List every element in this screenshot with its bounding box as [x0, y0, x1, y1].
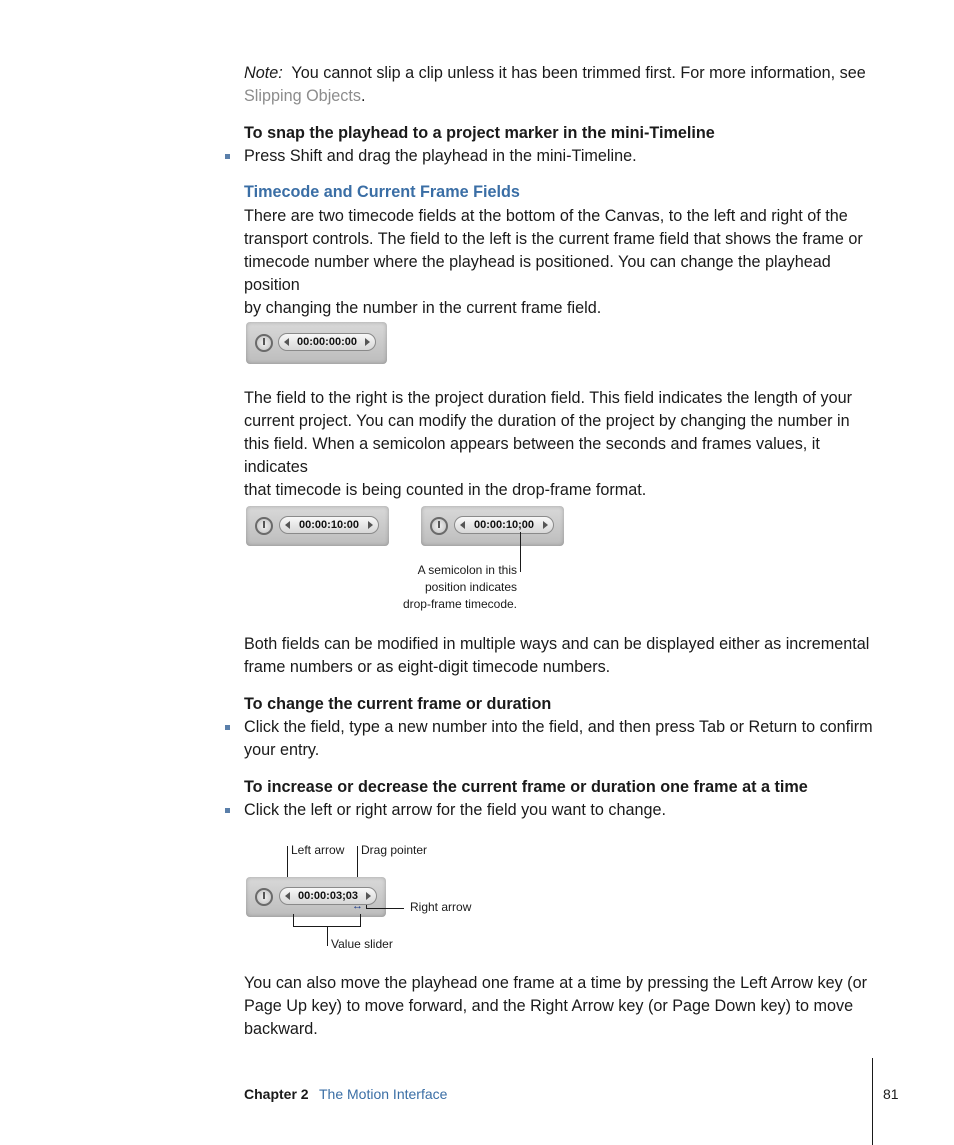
current-frame-field[interactable]: [278, 333, 376, 351]
bullet-line: your entry.: [244, 741, 320, 759]
paragraph-line: Page Up key) to move forward, and the Right Arrow key (or Page Down key) to move: [244, 997, 854, 1015]
current-frame-figure: [246, 322, 387, 364]
semicolon-caption: [380, 562, 517, 613]
left-arrow-icon[interactable]: [285, 892, 290, 900]
bullet-line: Click the field, type a new number into the field, and then press Tab or Return to confirm: [244, 718, 873, 736]
paragraph-line: this field. When a semicolon appears between the seconds and frames values, it indicates: [244, 435, 820, 476]
left-arrow-label: Left arrow: [291, 843, 345, 857]
increase-bullet-text: Click the left or right arrow for the field you want to change.: [244, 801, 666, 819]
duration-icon: [430, 517, 448, 535]
playhead-icon: [255, 334, 273, 352]
paragraph-line: transport controls. The field to the left is the current frame field that shows the frame or: [244, 230, 863, 248]
paragraph-line: Both fields can be modified in multiple ways and can be displayed either as incremental: [244, 635, 870, 653]
page-number: 81: [883, 1086, 899, 1102]
value-slider-bracket-left: [293, 914, 294, 926]
value-slider-bracket-right: [360, 914, 361, 926]
paragraph-line: The field to the right is the project duration field. This field indicates the length of your: [244, 389, 852, 407]
snap-bullet-text: Press Shift and drag the playhead in the mini-Timeline.: [244, 147, 637, 165]
duration-field-dropframe[interactable]: [454, 516, 554, 534]
drag-pointer-label: Drag pointer: [361, 843, 428, 857]
arrows-figure: [246, 877, 386, 917]
snap-heading: To snap the playhead to a project marker in the mini-Timeline: [244, 124, 715, 142]
footer-chapter-title[interactable]: The Motion Interface: [319, 1086, 448, 1102]
duration-field[interactable]: [279, 516, 379, 534]
change-bullet-text: [244, 716, 884, 762]
footer-divider: [872, 1058, 873, 1145]
duration-value: 00:00:10:00: [299, 519, 359, 531]
bullet-marker: [225, 808, 230, 813]
duration-figure-dropframe: [421, 506, 564, 546]
paragraph-line: timecode number where the playhead is positioned. You can change the playhead position: [244, 253, 831, 294]
final-paragraph: [244, 972, 884, 1041]
left-arrow-icon[interactable]: [460, 521, 465, 529]
current-frame-value: 00:00:00:00: [297, 336, 357, 348]
section-paragraph-1: [244, 205, 884, 320]
drag-pointer-icon: ↔: [352, 900, 363, 912]
duration-value-dropframe: 00:00:10;00: [474, 519, 534, 531]
playhead-icon: [255, 888, 273, 906]
right-arrow-icon[interactable]: [366, 892, 371, 900]
left-arrow-icon[interactable]: [284, 338, 289, 346]
caption-line: position indicates: [424, 580, 517, 594]
section-heading: Timecode and Current Frame Fields: [244, 183, 520, 201]
paragraph-line: backward.: [244, 1020, 318, 1038]
duration-icon: [255, 517, 273, 535]
slipping-objects-link[interactable]: Slipping Objects: [244, 87, 361, 105]
caption-line: A semicolon in this: [417, 563, 517, 577]
duration-figure-nondrop: [246, 506, 389, 546]
paragraph-line: current project. You can modify the duration of the project by changing the number in: [244, 412, 850, 430]
left-arrow-icon[interactable]: [285, 521, 290, 529]
paragraph-line: frame numbers or as eight-digit timecode numbers.: [244, 658, 611, 676]
bullet-marker: [225, 725, 230, 730]
value-slider-label: Value slider: [331, 937, 393, 951]
callout-line: [520, 532, 521, 572]
note-end: .: [360, 87, 366, 105]
caption-line: drop-frame timecode.: [402, 597, 517, 611]
section-paragraph-3: [244, 633, 884, 679]
paragraph-line: There are two timecode fields at the bottom of the Canvas, to the left and right of the: [244, 207, 848, 225]
change-heading: To change the current frame or duration: [244, 695, 552, 713]
right-arrow-callout: [366, 908, 404, 909]
value-slider-callout: [327, 926, 328, 946]
paragraph-line: that timecode is being counted in the drop-frame format.: [244, 481, 647, 499]
right-arrow-icon[interactable]: [368, 521, 373, 529]
paragraph-line: You can also move the playhead one frame at a time by pressing the Left Arrow key (or: [244, 974, 867, 992]
note-text: You cannot slip a clip unless it has been trimmed first. For more information, see: [291, 64, 866, 82]
arrow-field-value: 00:00:03;03: [298, 890, 358, 902]
right-arrow-label: Right arrow: [410, 900, 472, 914]
right-arrow-icon[interactable]: [543, 521, 548, 529]
footer-chapter: Chapter 2: [244, 1086, 309, 1102]
note-label: Note:: [244, 64, 283, 82]
increase-heading: To increase or decrease the current frame or duration one frame at a time: [244, 778, 808, 796]
note-paragraph: [244, 62, 884, 108]
paragraph-line: by changing the number in the current frame field.: [244, 299, 602, 317]
right-arrow-icon[interactable]: [365, 338, 370, 346]
bullet-marker: [225, 154, 230, 159]
section-paragraph-2: [244, 387, 884, 502]
